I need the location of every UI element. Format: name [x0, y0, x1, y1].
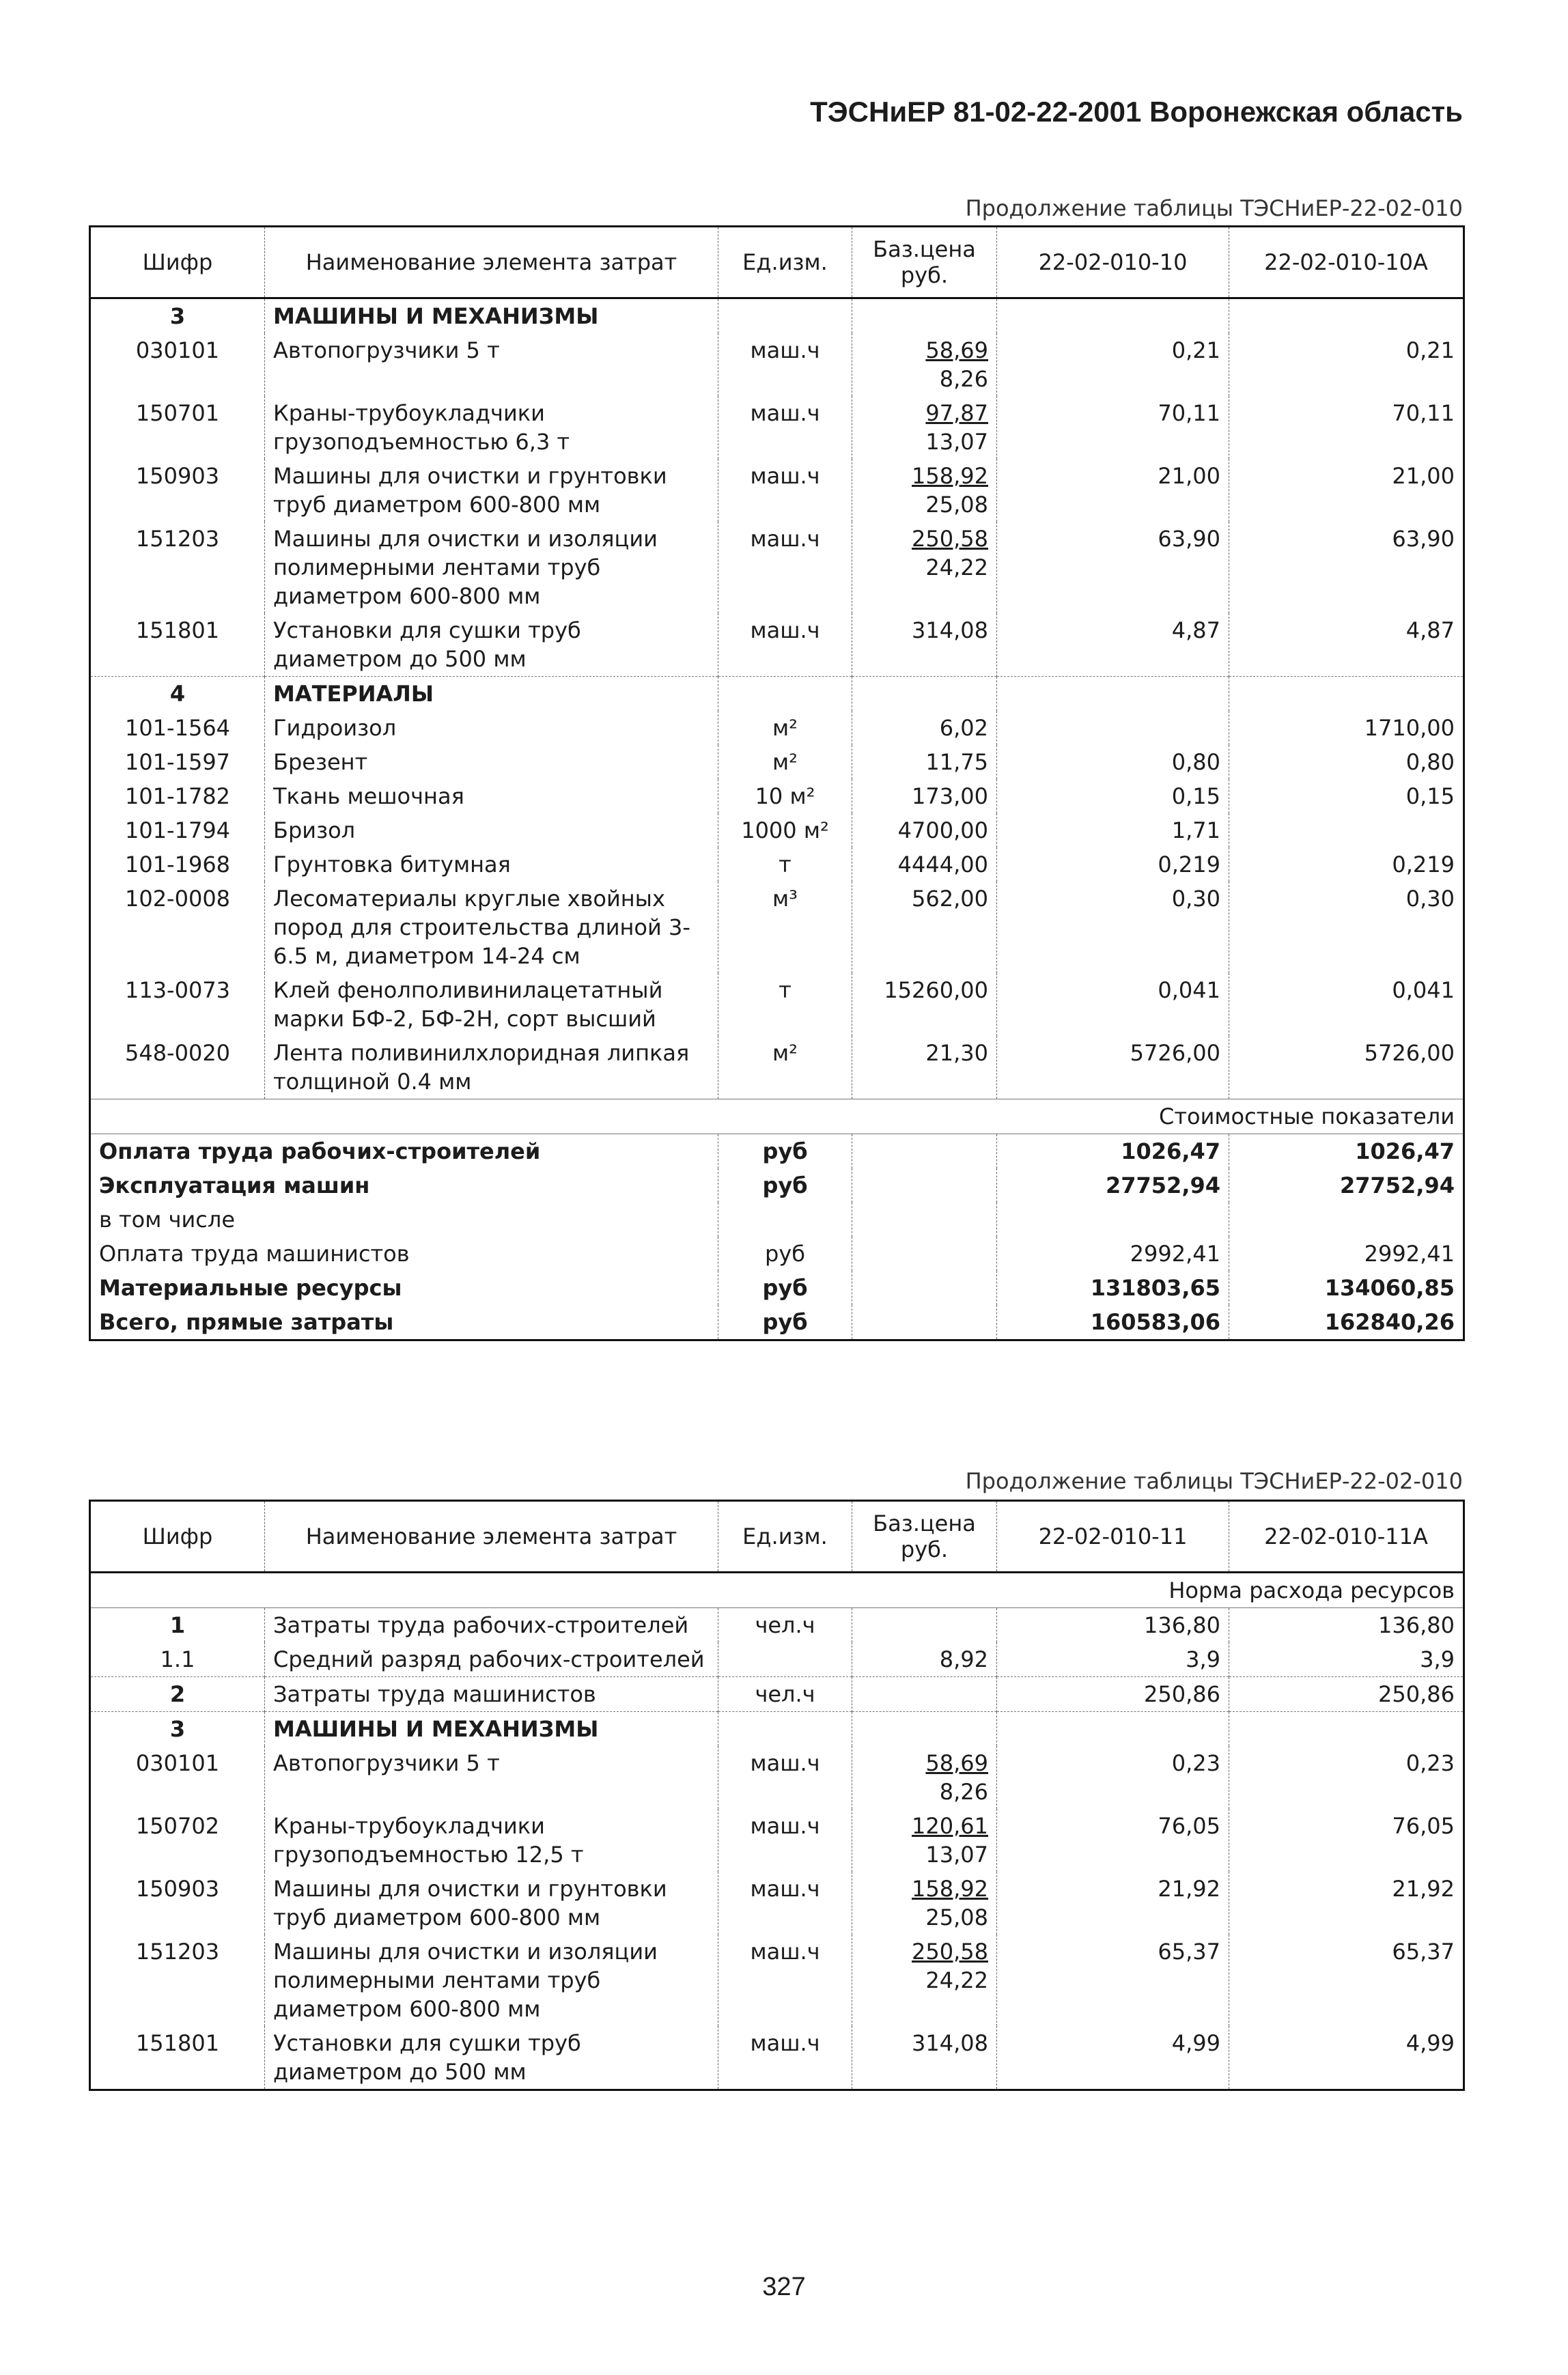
row-price	[852, 459, 997, 522]
row-code: 2	[90, 1677, 265, 1712]
total-label: Оплата труда рабочих-строителей	[99, 1138, 541, 1164]
row-name: Клей фенолполивинилацетатный марки БФ-2, БФ-2Н, сорт высший	[265, 973, 718, 1036]
row-value-2: 63,90	[1229, 522, 1464, 613]
table-row	[90, 1746, 1464, 1809]
row-value-2: 5726,00	[1229, 1036, 1464, 1099]
row-value-2: 4,87	[1229, 613, 1464, 677]
empty-cell	[718, 298, 852, 334]
row-unit: маш.ч	[718, 1935, 852, 2026]
row-code: 1.1	[160, 1646, 195, 1672]
row-price	[852, 1677, 997, 1712]
row-value-2: 21,92	[1229, 1872, 1464, 1935]
table1	[89, 225, 1465, 1341]
total-row	[90, 1305, 1464, 1340]
table-row	[90, 882, 1464, 973]
empty-cell	[852, 298, 997, 334]
row-price: 8,92	[852, 1642, 997, 1677]
cost-indicators-row	[90, 1099, 1464, 1134]
row-name: Автопогрузчики 5 т	[265, 1746, 718, 1809]
total-value-1: 27752,94	[997, 1168, 1229, 1203]
col-header-variant-1: 22-02-010-11	[997, 1501, 1229, 1573]
row-value-2	[1229, 813, 1464, 847]
col-header-price: Баз.цена руб.	[852, 227, 997, 298]
row-name: Машины для очистки и грунтовки труб диаметром 600-800 мм	[265, 1872, 718, 1935]
row-price-main: 158,92	[912, 463, 988, 489]
row-price	[852, 711, 997, 745]
row-price-main: 58,69	[925, 337, 988, 363]
row-value-2: 0,30	[1229, 882, 1464, 973]
row-unit: т	[718, 847, 852, 882]
row-price-main: 4700,00	[897, 817, 988, 843]
row-value-2: 0,80	[1229, 745, 1464, 779]
table2-caption: Продолжение таблицы ТЭСНиЕР-22-02-010	[965, 1468, 1463, 1494]
row-price-main: 250,58	[912, 1939, 988, 1965]
row-unit: м²	[718, 1036, 852, 1099]
empty-cell	[852, 1271, 997, 1305]
row-value-1: 0,219	[997, 847, 1229, 882]
row-name: Грунтовка битумная	[265, 847, 718, 882]
row-name: Машины для очистки и изоляции полимерными лентами труб диаметром 600-800 мм	[265, 1935, 718, 2026]
row-code: 548-0020	[124, 1040, 231, 1066]
total-value-2: 2992,41	[1229, 1237, 1464, 1271]
row-value-2: 76,05	[1229, 1809, 1464, 1872]
row-value-1	[997, 711, 1229, 745]
row-price	[852, 1809, 997, 1872]
row-unit: маш.ч	[718, 1809, 852, 1872]
row-unit	[718, 1642, 852, 1677]
row-value-2: 0,21	[1229, 333, 1464, 396]
row-name: Краны-трубоукладчики грузоподъемностью 12,5 т	[265, 1809, 718, 1872]
table-row	[90, 459, 1464, 522]
empty-cell	[997, 298, 1229, 334]
row-value-1: 3,9	[997, 1642, 1229, 1677]
table-row	[90, 522, 1464, 613]
row-price	[852, 847, 997, 882]
row-value-1: 70,11	[997, 396, 1229, 459]
total-value-1: 160583,06	[997, 1305, 1229, 1340]
row-price-wage: 8,26	[939, 366, 988, 392]
empty-cell	[1229, 1712, 1464, 1747]
table-row	[90, 847, 1464, 882]
labor-row	[90, 1608, 1464, 1643]
row-unit: маш.ч	[718, 459, 852, 522]
total-row	[90, 1134, 1464, 1169]
section-code: 3	[90, 1712, 265, 1747]
row-unit: чел.ч	[718, 1608, 852, 1643]
row-name: Машины для очистки и изоляции полимерными лентами труб диаметром 600-800 мм	[265, 522, 718, 613]
col-header-variant-2: 22-02-010-10А	[1229, 227, 1464, 298]
row-unit: чел.ч	[718, 1677, 852, 1712]
table1-caption: Продолжение таблицы ТЭСНиЕР-22-02-010	[965, 195, 1463, 221]
row-name: Затраты труда рабочих-строителей	[265, 1608, 718, 1643]
total-row	[90, 1271, 1464, 1305]
row-unit: т	[718, 973, 852, 1036]
row-value-1: 0,30	[997, 882, 1229, 973]
total-unit: руб	[718, 1237, 852, 1271]
total-unit: руб	[718, 1134, 852, 1169]
empty-cell	[852, 1203, 997, 1237]
row-price-main: 562,00	[912, 886, 988, 912]
total-label: в том числе	[99, 1207, 235, 1233]
total-unit: руб	[718, 1305, 852, 1340]
row-price	[852, 522, 997, 613]
table-row	[90, 813, 1464, 847]
total-label: Материальные ресурсы	[99, 1275, 402, 1301]
row-code: 101-1597	[124, 749, 231, 775]
empty-cell	[718, 677, 852, 712]
row-value-1: 1,71	[997, 813, 1229, 847]
row-price	[852, 813, 997, 847]
row-value-1: 21,00	[997, 459, 1229, 522]
section-title: МАТЕРИАЛЫ	[265, 677, 718, 712]
row-price-main: 314,08	[912, 617, 988, 643]
row-value-1: 250,86	[997, 1677, 1229, 1712]
table-row	[90, 745, 1464, 779]
row-unit: маш.ч	[718, 1746, 852, 1809]
row-code: 150903	[135, 463, 220, 489]
row-name: Установки для сушки труб диаметром до 500 мм	[265, 613, 718, 677]
row-value-1: 0,80	[997, 745, 1229, 779]
row-price	[852, 613, 997, 677]
col-header-unit: Ед.изм.	[718, 227, 852, 298]
row-value-1: 0,15	[997, 779, 1229, 813]
row-name: Средний разряд рабочих-строителей	[265, 1642, 718, 1677]
row-code: 030101	[135, 1750, 220, 1776]
row-value-1: 5726,00	[997, 1036, 1229, 1099]
col-header-unit: Ед.изм.	[718, 1501, 852, 1573]
row-code: 151203	[135, 1939, 220, 1965]
row-value-2: 0,23	[1229, 1746, 1464, 1809]
row-value-1: 21,92	[997, 1872, 1229, 1935]
table2-body	[90, 1573, 1464, 2090]
row-price-wage: 24,22	[925, 554, 988, 580]
table-row	[90, 613, 1464, 677]
section-row	[90, 1712, 1464, 1747]
row-unit: м³	[718, 882, 852, 973]
row-value-1: 4,87	[997, 613, 1229, 677]
total-value-1: 2992,41	[997, 1237, 1229, 1271]
total-row	[90, 1203, 1464, 1237]
row-value-2: 1710,00	[1229, 711, 1464, 745]
empty-cell	[1229, 298, 1464, 334]
col-header-variant-1: 22-02-010-10	[997, 227, 1229, 298]
labor-row	[90, 1677, 1464, 1712]
row-price-main: 120,61	[912, 1813, 988, 1839]
row-code: 101-1564	[124, 715, 231, 741]
row-price-wage: 13,07	[925, 1842, 988, 1868]
row-value-2: 3,9	[1229, 1642, 1464, 1677]
row-code: 151801	[135, 617, 220, 643]
col-header-price: Баз.цена руб.	[852, 1501, 997, 1573]
row-value-2: 70,11	[1229, 396, 1464, 459]
cost-indicators-label: Стоимостные показатели	[90, 1099, 1464, 1134]
row-price	[852, 396, 997, 459]
row-price-main: 158,92	[912, 1876, 988, 1902]
row-price	[852, 745, 997, 779]
total-value-2: 1026,47	[1229, 1134, 1464, 1169]
row-price	[852, 973, 997, 1036]
row-price	[852, 779, 997, 813]
row-name: Ткань мешочная	[265, 779, 718, 813]
section-row	[90, 298, 1464, 334]
page-header-title: ТЭСНиЕР 81-02-22-2001 Воронежская область	[810, 96, 1463, 128]
table-row	[90, 1036, 1464, 1099]
row-value-1: 136,80	[997, 1608, 1229, 1643]
row-code: 150702	[135, 1813, 220, 1839]
row-code: 151801	[135, 2030, 220, 2056]
row-code: 101-1782	[124, 783, 231, 809]
table-row	[90, 333, 1464, 396]
row-value-1: 76,05	[997, 1809, 1229, 1872]
row-code: 030101	[135, 337, 220, 363]
total-value-1	[997, 1203, 1229, 1237]
row-code: 150701	[135, 400, 220, 426]
section-title: МАШИНЫ И МЕХАНИЗМЫ	[265, 1712, 718, 1747]
row-price	[852, 1608, 997, 1643]
row-price-main: 58,69	[925, 1750, 988, 1776]
empty-cell	[1229, 677, 1464, 712]
col-header-variant-2: 22-02-010-11А	[1229, 1501, 1464, 1573]
table2	[89, 1500, 1465, 2091]
row-price-main: 21,30	[925, 1040, 988, 1066]
table-row	[90, 1935, 1464, 2026]
labor-row	[90, 1642, 1464, 1677]
empty-cell	[997, 1712, 1229, 1747]
row-value-1: 63,90	[997, 522, 1229, 613]
total-row	[90, 1237, 1464, 1271]
row-code: 101-1968	[124, 852, 231, 877]
row-price	[852, 882, 997, 973]
row-name: Брезент	[265, 745, 718, 779]
row-price-main: 11,75	[925, 749, 988, 775]
norm-label: Норма расхода ресурсов	[90, 1573, 1464, 1608]
row-value-2: 250,86	[1229, 1677, 1464, 1712]
row-value-1: 0,23	[997, 1746, 1229, 1809]
table-row	[90, 973, 1464, 1036]
total-label: Эксплуатация машин	[99, 1172, 370, 1198]
total-unit: руб	[718, 1271, 852, 1305]
total-label: Всего, прямые затраты	[99, 1309, 394, 1335]
row-unit: маш.ч	[718, 333, 852, 396]
row-name: Краны-трубоукладчики грузоподъемностью 6,3 т	[265, 396, 718, 459]
total-unit: руб	[718, 1168, 852, 1203]
row-name: Затраты труда машинистов	[265, 1677, 718, 1712]
row-value-2: 0,219	[1229, 847, 1464, 882]
empty-cell	[852, 1305, 997, 1340]
section-code: 4	[90, 677, 265, 712]
row-name: Машины для очистки и грунтовки труб диаметром 600-800 мм	[265, 459, 718, 522]
section-title: МАШИНЫ И МЕХАНИЗМЫ	[265, 298, 718, 334]
row-value-2: 0,041	[1229, 973, 1464, 1036]
row-price-main: 173,00	[912, 783, 988, 809]
col-header-name: Наименование элемента затрат	[265, 227, 718, 298]
empty-cell	[852, 1134, 997, 1169]
row-price-main: 314,08	[912, 2030, 988, 2056]
row-price-main: 250,58	[912, 526, 988, 552]
col-header-code: Шифр	[90, 1501, 265, 1573]
row-price	[852, 1872, 997, 1935]
total-label: Оплата труда машинистов	[99, 1241, 410, 1267]
row-unit: маш.ч	[718, 522, 852, 613]
row-value-2: 136,80	[1229, 1608, 1464, 1643]
empty-cell	[718, 1712, 852, 1747]
row-value-1: 65,37	[997, 1935, 1229, 2026]
row-value-2: 0,15	[1229, 779, 1464, 813]
row-unit: 10 м²	[718, 779, 852, 813]
row-name: Лента поливинилхлоридная липкая толщиной 0.4 мм	[265, 1036, 718, 1099]
row-unit: маш.ч	[718, 2026, 852, 2090]
row-code: 151203	[135, 526, 220, 552]
row-name: Гидроизол	[265, 711, 718, 745]
row-unit: 1000 м²	[718, 813, 852, 847]
row-code: 1	[169, 1612, 186, 1638]
empty-cell	[852, 677, 997, 712]
row-price-main: 97,87	[925, 400, 988, 426]
row-price-main: 6,02	[939, 715, 988, 741]
table-row	[90, 711, 1464, 745]
norm-row	[90, 1573, 1464, 1608]
total-value-2	[1229, 1203, 1464, 1237]
table1-header-row	[90, 227, 1464, 298]
row-price-main: 4444,00	[897, 852, 988, 877]
page-number: 327	[762, 2273, 806, 2301]
total-value-1: 131803,65	[997, 1271, 1229, 1305]
row-price-wage: 24,22	[925, 1967, 988, 1993]
row-price	[852, 2026, 997, 2090]
total-value-2: 134060,85	[1229, 1271, 1464, 1305]
table1-body	[90, 298, 1464, 1340]
row-unit: м²	[718, 711, 852, 745]
row-price-wage: 8,26	[939, 1779, 988, 1805]
col-header-name: Наименование элемента затрат	[265, 1501, 718, 1573]
row-price-wage: 13,07	[925, 429, 988, 455]
row-price-main: 15260,00	[884, 977, 988, 1003]
row-price	[852, 333, 997, 396]
row-unit: маш.ч	[718, 613, 852, 677]
empty-cell	[997, 677, 1229, 712]
row-name: Лесоматериалы круглые хвойных пород для строительства длиной 3-6.5 м, диаметром 14-24 см	[265, 882, 718, 973]
table-row	[90, 396, 1464, 459]
row-value-1: 0,21	[997, 333, 1229, 396]
total-value-2: 27752,94	[1229, 1168, 1464, 1203]
row-unit: маш.ч	[718, 1872, 852, 1935]
row-name: Автопогрузчики 5 т	[265, 333, 718, 396]
row-name: Бризол	[265, 813, 718, 847]
row-price-wage: 25,08	[925, 492, 988, 518]
row-code: 101-1794	[124, 817, 231, 843]
table2-header-row	[90, 1501, 1464, 1573]
col-header-code: Шифр	[90, 227, 265, 298]
table-row	[90, 1809, 1464, 1872]
row-value-1: 4,99	[997, 2026, 1229, 2090]
row-name: Установки для сушки труб диаметром до 500 мм	[265, 2026, 718, 2090]
table-row	[90, 2026, 1464, 2090]
table-row	[90, 1872, 1464, 1935]
row-value-2: 21,00	[1229, 459, 1464, 522]
row-unit: м²	[718, 745, 852, 779]
row-price-wage: 25,08	[925, 1905, 988, 1930]
row-code: 150903	[135, 1876, 220, 1902]
row-value-1: 0,041	[997, 973, 1229, 1036]
empty-cell	[852, 1237, 997, 1271]
total-row	[90, 1168, 1464, 1203]
row-code: 113-0073	[124, 977, 231, 1003]
row-price	[852, 1935, 997, 2026]
section-row	[90, 677, 1464, 712]
row-value-2: 65,37	[1229, 1935, 1464, 2026]
total-value-2: 162840,26	[1229, 1305, 1464, 1340]
empty-cell	[852, 1712, 997, 1747]
total-unit	[718, 1203, 852, 1237]
row-code: 102-0008	[124, 886, 231, 912]
row-price	[852, 1036, 997, 1099]
total-value-1: 1026,47	[997, 1134, 1229, 1169]
table-row	[90, 779, 1464, 813]
row-price	[852, 1746, 997, 1809]
empty-cell	[852, 1168, 997, 1203]
row-unit: маш.ч	[718, 396, 852, 459]
section-code: 3	[90, 298, 265, 334]
row-value-2: 4,99	[1229, 2026, 1464, 2090]
